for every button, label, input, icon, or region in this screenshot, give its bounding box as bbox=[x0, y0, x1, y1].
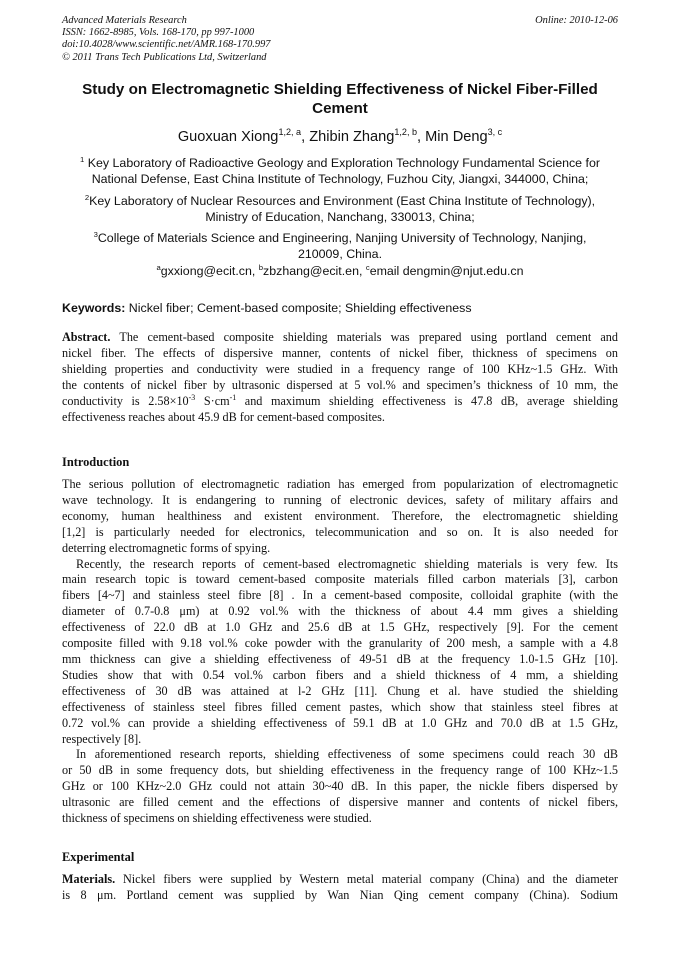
author-affil-sup: 1,2, b bbox=[394, 127, 418, 138]
keywords-text: Nickel fiber; Cement-based composite; Shielding effectiveness bbox=[125, 301, 472, 315]
email-address[interactable]: zbzhang@ecit.en, bbox=[263, 264, 366, 278]
affil-text: College of Materials Science and Engineering, Nanjing University of Technology, Nanjing, bbox=[97, 231, 587, 245]
email-address[interactable]: gxxiong@ecit.cn, bbox=[160, 264, 259, 278]
author-name: Min Deng bbox=[425, 129, 488, 145]
paragraph-line: Studies show that with 0.54 vol.% carbon fibers and a shield thickness of 4 mm, a shielding bbox=[62, 667, 618, 682]
paragraph-line: diameter of 0.7-0.8 μm) at 0.92 vol.% with the thickness of about 4.4 mm gives a shielding bbox=[62, 604, 618, 619]
paragraph-line: effectiveness of 30 dB was attained at l-2 GHz [11]. Chung et al. have studied the shielding bbox=[62, 683, 618, 698]
author-affil-sup: 3, c bbox=[487, 127, 503, 138]
email-sup: a bbox=[156, 262, 161, 272]
exponent: -1 bbox=[229, 392, 237, 402]
email-sup: c bbox=[365, 262, 370, 272]
paragraph-line: mm thickness can give a shielding effectiveness of 49-51 dB at the frequency 1.0-1.5 GHz [10]. bbox=[62, 651, 618, 666]
paragraph-line: effectiveness of stainless steel fibres filled cement pastes, which show that stainless steel fibres at bbox=[62, 699, 618, 714]
affil-sup: 1 bbox=[80, 154, 85, 164]
abstract-text: S·cm bbox=[195, 393, 230, 408]
paper-title bbox=[62, 80, 618, 118]
online-date: Online: 2010-12-06 bbox=[535, 15, 618, 26]
journal-name: Advanced Materials Research bbox=[62, 15, 187, 26]
paragraph-line: fibers [4~7] and stainless steel fibre [8] . In a cement-based composite, colloidal graphite (with the bbox=[62, 588, 618, 603]
abstract-text: the contents of nickel fiber by ultrasonic dispersed at 5 vol.% and specimen’s thickness of 10 mm, the bbox=[62, 377, 618, 392]
paragraph-line: Nickel fibers were supplied by Western metal material company (China) and the diameter bbox=[115, 872, 618, 886]
affiliation-2 bbox=[62, 193, 618, 225]
abstract-text: nickel fiber. The effects of dispersive manner, contents of nickel fiber, thickness of specimens on bbox=[62, 345, 618, 360]
paragraph-line: main research topic is toward cement-based composite materials filled carbon materials [3], carbon bbox=[62, 572, 618, 587]
issn-line: ISSN: 1662-8985, Vols. 168-170, pp 997-1000 bbox=[62, 27, 255, 39]
affil-text: 210009, China. bbox=[297, 247, 383, 261]
paragraph-line: The serious pollution of electromagnetic radiation has emerged from popularization of electromagnetic bbox=[62, 477, 618, 491]
paragraph-line: is 8 μm. Portland cement was supplied by Wan Nian Qing cement company (China). Sodium bbox=[62, 887, 618, 902]
affiliation-1 bbox=[62, 155, 618, 187]
paragraph-line: composite filled with 9.18 vol.% coke powder with the granularity of 200 mesh, a sample with a 4.8 bbox=[62, 636, 618, 651]
affil-text: National Defense, East China Institute of Technology, Fuzhou City, Jiangxi, 344000, China; bbox=[91, 172, 589, 186]
title-line-2: Cement bbox=[312, 100, 368, 117]
doi-line: doi:10.4028/www.scientific.net/AMR.168-170.997 bbox=[62, 39, 271, 51]
journal-header bbox=[62, 15, 618, 64]
paragraph-line: wave technology. It is endangering to running of electronic devices, safety of military affairs and bbox=[62, 492, 618, 507]
paragraph-line: ultrasonic are filled cement and the effections of dispersive manner and contents of nickel fibers, bbox=[62, 795, 618, 810]
author-list bbox=[62, 128, 618, 146]
author-affil-sup: 1,2, a bbox=[278, 127, 302, 138]
keywords bbox=[62, 300, 618, 316]
paragraph-line: 0.72 vol.% can provide a shielding effectiveness of 59.1 dB at 1.0 GHz and 70.0 dB at 1.5 GHz, bbox=[62, 715, 618, 730]
copyright-line: © 2011 Trans Tech Publications Ltd, Switzerland bbox=[62, 51, 267, 63]
abstract-text: conductivity is 2.58×10 bbox=[62, 393, 189, 408]
abstract-text: effectiveness reaches about 45.9 dB for cement-based composites. bbox=[62, 409, 385, 424]
title-line-1: Study on Electromagnetic Shielding Effectiveness of Nickel Fiber-Filled bbox=[82, 81, 598, 98]
affil-sup: 3 bbox=[93, 229, 98, 239]
affil-text: Key Laboratory of Nuclear Resources and Environment (East China Institute of Technology), bbox=[89, 194, 596, 208]
abstract-label: Abstract. bbox=[62, 330, 111, 344]
paragraph-line: Recently, the research reports of cement-based electromagnetic shielding materials is very few. Its bbox=[76, 556, 618, 571]
keywords-label: Keywords: bbox=[62, 301, 126, 315]
paragraph-line: deterring electromagnetic forms of spying. bbox=[62, 540, 271, 555]
paragraph-line: respectively [8]. bbox=[62, 731, 142, 746]
exponent: -3 bbox=[188, 392, 196, 402]
paragraph-line: GHz or 100 KHz~2.0 GHz could not attain 30~40 dB. In this paper, the nickle fibers dispersed by bbox=[62, 779, 618, 794]
abstract-text: and maximum shielding effectiveness is 47.8 dB, average shielding bbox=[236, 393, 618, 408]
paragraph-line: thickness of specimens on shielding effectiveness were studied. bbox=[62, 811, 372, 826]
paragraph-line: effectiveness of 22.0 dB at 1.0 GHz and 25.6 dB at 1.5 GHz, respectively [9]. For the cement bbox=[62, 620, 618, 635]
paragraph-line: or 50 dB in some frequency dots, but shielding effectiveness in the frequency range of 100 KHz~1.5 bbox=[62, 763, 618, 778]
materials-paragraph bbox=[62, 872, 618, 904]
author-separator: , bbox=[301, 129, 310, 145]
paragraph-line: economy, human healthiness and existent environment. Therefore, the electromagnetic shielding bbox=[62, 508, 618, 523]
section-heading-experimental: Experimental bbox=[62, 850, 135, 864]
email-address[interactable]: email dengmin@njut.edu.cn bbox=[369, 264, 524, 278]
author-separator: , bbox=[417, 129, 426, 145]
author-emails bbox=[62, 263, 618, 279]
paragraph-line: [1,2] is particularly needed for electronics, telecommunication and so on. It is also needed for bbox=[62, 524, 618, 539]
affil-sup: 2 bbox=[84, 192, 90, 202]
abstract-text: shielding properties and conductivity were studied in a frequency range of 100 KHz~1.5 GHz. With bbox=[62, 361, 618, 376]
paragraph-line: In aforementioned research reports, shielding effectiveness of some specimens could reach 30 dB bbox=[76, 747, 618, 762]
abstract-text: The cement-based composite shielding materials was prepared using portland cement and bbox=[110, 330, 618, 344]
introduction-body bbox=[62, 477, 618, 827]
author-name: Guoxuan Xiong bbox=[177, 129, 279, 145]
affil-text: Ministry of Education, Nanchang, 330013, China; bbox=[205, 210, 475, 224]
author-name: Zhibin Zhang bbox=[309, 129, 395, 145]
email-sup: b bbox=[258, 262, 264, 272]
affiliation-3 bbox=[62, 230, 618, 262]
abstract bbox=[62, 330, 618, 425]
materials-label: Materials. bbox=[62, 872, 116, 886]
section-heading-introduction: Introduction bbox=[62, 455, 130, 469]
affil-text: Key Laboratory of Radioactive Geology and Exploration Technology Fundamental Science for bbox=[84, 156, 600, 170]
